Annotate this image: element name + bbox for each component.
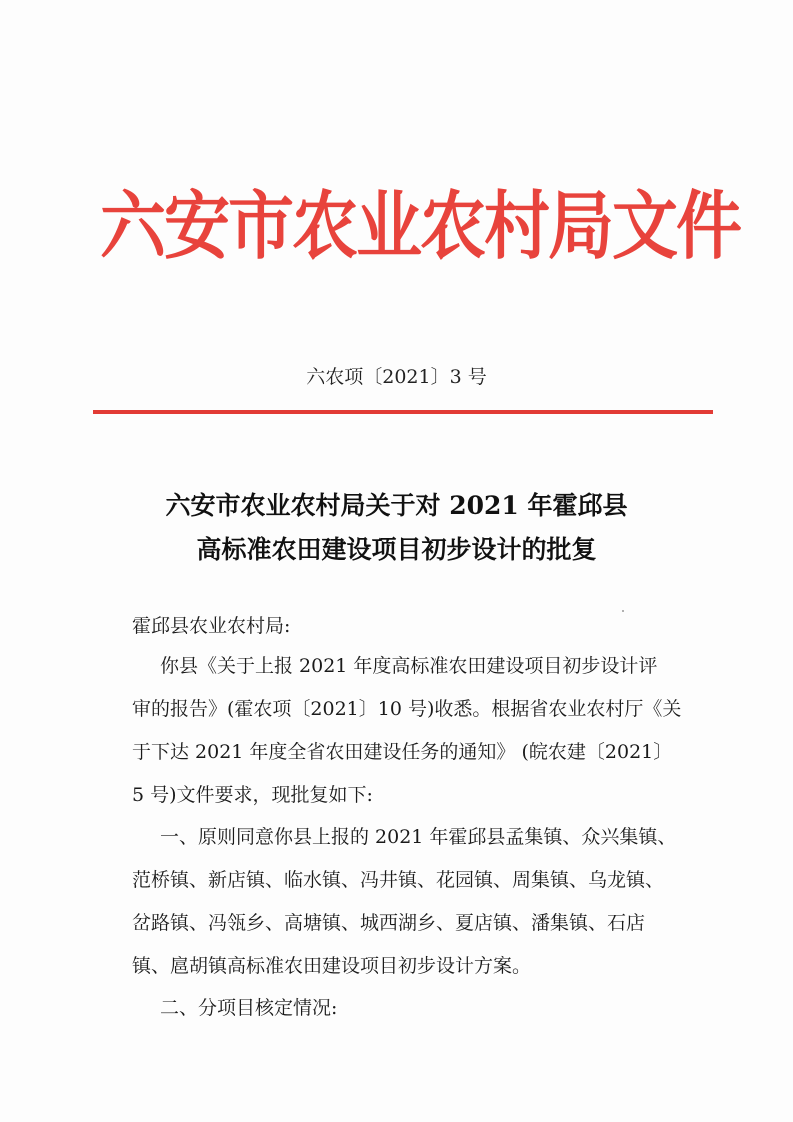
body-line: 二、分项目核定情况: <box>160 997 338 1019</box>
salutation: 霍邱县农业农村局: <box>132 615 291 637</box>
document-number: 六农项〔2021〕3 号 <box>306 366 487 388</box>
document-title-line-1: 六安市农业农村局关于对 2021 年霍邱县 <box>165 491 628 520</box>
body-line: 一、原则同意你县上报的 2021 年霍邱县孟集镇、众兴集镇、 <box>160 826 677 848</box>
body-line: 岔路镇、冯瓴乡、高塘镇、城西湖乡、夏店镇、潘集镇、石店 <box>132 912 646 934</box>
issuer-masthead: 六安市农业农村局文件 <box>100 183 740 270</box>
body-line: 于下达 2021 年度全省农田建设任务的通知》 (皖农建〔2021〕 <box>132 741 673 763</box>
body-line: 镇、扈胡镇高标准农田建设项目初步设计方案。 <box>132 955 532 977</box>
document-title-line-2: 高标准农田建设项目初步设计的批复 <box>196 535 597 564</box>
body-line: 你县《关于上报 2021 年度高标准农田建设项目初步设计评 <box>160 655 658 677</box>
body-line: 5 号)文件要求，现批复如下: <box>132 784 373 806</box>
body-line: 审的报告》(霍农项〔2021〕10 号)收悉。根据省农业农村厅《关 <box>132 698 682 720</box>
scan-speck <box>622 610 624 612</box>
body-line: 范桥镇、新店镇、临水镇、冯井镇、花园镇、周集镇、乌龙镇、 <box>132 869 665 891</box>
red-divider-line <box>93 410 713 414</box>
